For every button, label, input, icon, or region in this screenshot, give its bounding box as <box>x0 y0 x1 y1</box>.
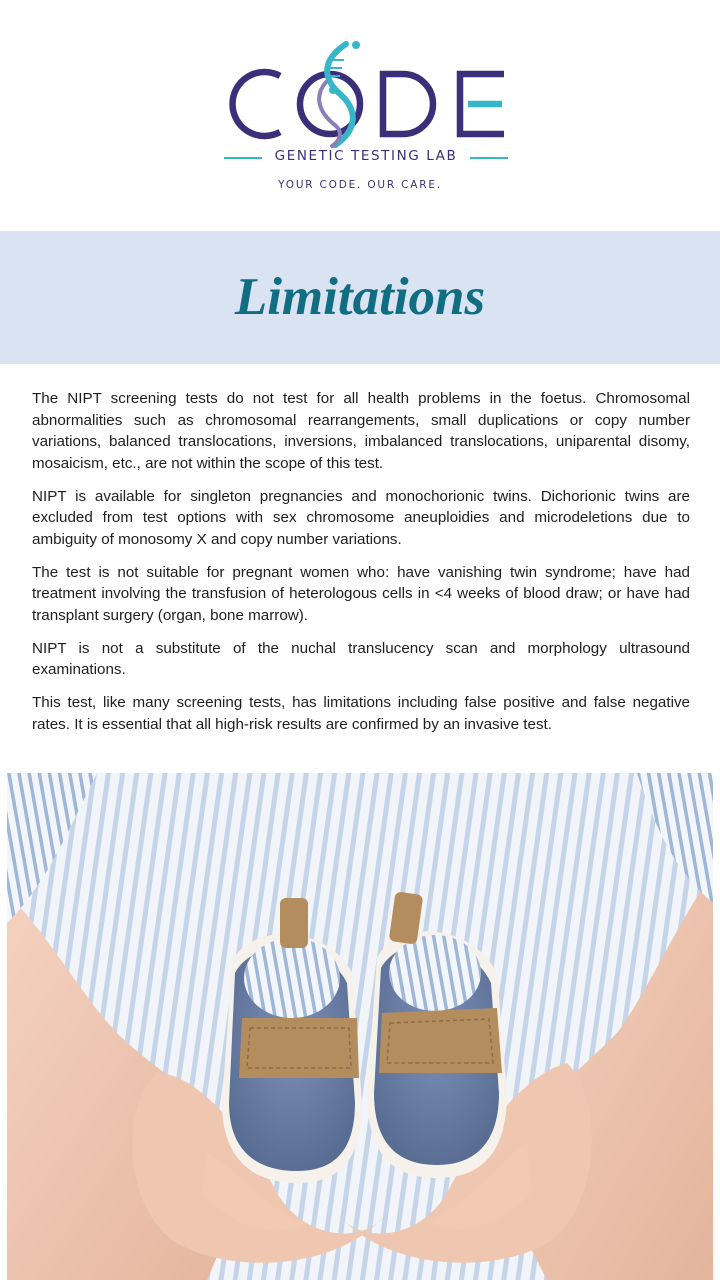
title-banner <box>0 231 720 364</box>
paragraph: NIPT is available for singleton pregnancies and monochorionic twins. Dichorionic twins are excluded from test options with sex chromosome aneuploidies and microdeletions due to ambiguity of monosomy X and copy number variations. <box>32 487 690 548</box>
baby-shoes-photo <box>7 773 713 1280</box>
dna-helix-icon <box>319 41 360 146</box>
logo-subtitle: GENETIC TESTING LAB <box>274 148 458 164</box>
logo-divider-right <box>470 157 508 159</box>
paragraph: NIPT is not a substitute of the nuchal translucency scan and morphology ultrasound examinations. <box>32 639 690 678</box>
code-wordmark <box>218 38 518 148</box>
limitations-text <box>32 388 690 747</box>
brand-logo <box>0 0 720 230</box>
logo-tagline: YOUR CODE. OUR CARE. <box>278 179 442 191</box>
paragraph: The NIPT screening tests do not test for all health problems in the foetus. Chromosomal abnormalities such as chromosomal rearrangements, small duplications or copy number variations, balanced translocations, inversions, imbalanced translocations, uniparental disomy, mosaicism, etc., are not within the scope of this test. <box>32 390 690 472</box>
logo-divider-left <box>224 157 262 159</box>
paragraph: This test, like many screening tests, has limitations including false positive and false negative rates. It is essential that all high-risk results are confirmed by an invasive test. <box>32 694 690 733</box>
logo-subtitle-row <box>224 147 508 169</box>
paragraph: The test is not suitable for pregnant women who: have vanishing twin syndrome; have had treatment involving the transfusion of heterologous cells in <4 weeks of blood draw; or have had transplant surgery (organ, bone marrow). <box>32 563 690 624</box>
page-title: Limitations <box>234 268 486 326</box>
